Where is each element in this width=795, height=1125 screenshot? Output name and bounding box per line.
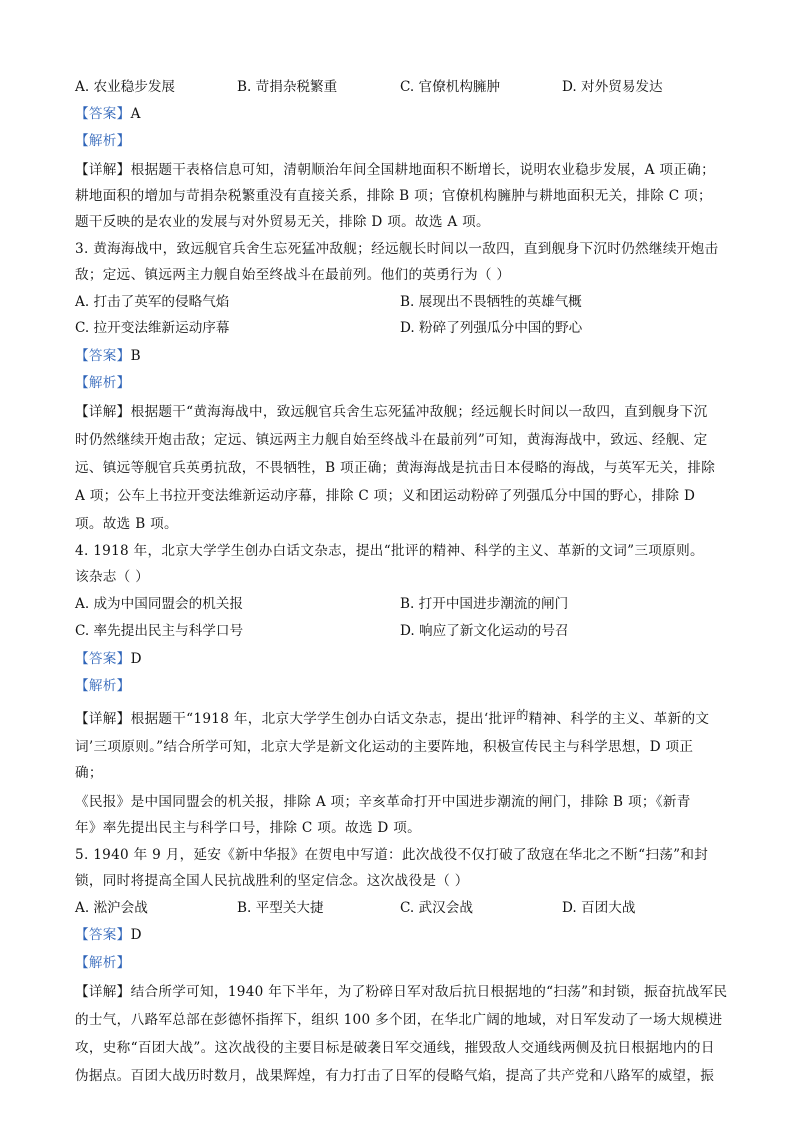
answer-value: B xyxy=(130,348,141,364)
answer-label: 【答案】 xyxy=(75,927,131,943)
answer-label: 【答案】 xyxy=(75,348,131,364)
answer-label: 【答案】 xyxy=(75,106,131,122)
option-b: B. 打开中国进步潮流的闸门 xyxy=(400,596,569,612)
option-d: D. 对外贸易发达 xyxy=(562,79,663,95)
detail-label: 【详解】 xyxy=(75,404,131,420)
analysis-label: 【解析】 xyxy=(75,375,131,391)
analysis-label: 【解析】 xyxy=(75,678,131,694)
option-c: C. 武汉会战 xyxy=(400,900,473,916)
option-b: B. 平型关大捷 xyxy=(237,900,324,916)
option-a: A. 打击了英军的侵略气焰 xyxy=(75,294,230,310)
answer-value: A xyxy=(130,106,141,122)
answer-label: 【答案】 xyxy=(75,651,131,667)
detail-line: 远、镇远等舰官兵英勇抗敌，不畏牺牲，B 项正确；黄海海战是抗击日本侵略的海战，与英军无关，排除 xyxy=(75,460,716,476)
answer-line xyxy=(75,104,141,124)
analysis-label: 【解析】 xyxy=(75,133,131,149)
option-a: A. 淞沪会战 xyxy=(75,900,148,916)
option-d: D. 响应了新文化运动的号召 xyxy=(400,623,569,639)
detail-line: 题干反映的是农业的发展与对外贸易无关，排除 D 项。故选 A 项。 xyxy=(75,214,490,230)
question-stem: 敌；定远、镇远两主力舰自始至终战斗在最前列。他们的英勇行为（ ） xyxy=(75,267,511,283)
detail-line: 【详解】结合所学可知，1940 年下半年，为了粉碎日军对敌后抗日根据地的“扫荡”和封锁，振奋抗战军民 xyxy=(75,984,728,1000)
detail-line: A 项；公车上书拉开变法维新运动序幕，排除 C 项；义和团运动粉碎了列强瓜分中国的野心，排除 D xyxy=(75,488,696,504)
analysis-label: 【解析】 xyxy=(75,955,131,971)
detail-line: 【详解】根据题干表格信息可知，清朝顺治年间全国耕地面积不断增长，说明农业稳步发展，A 项正确； xyxy=(75,162,715,178)
detail-line: 攻，史称“百团大战”。这次战役的主要目标是破袭日军交通线，摧毁敌人交通线两侧及抗日根据地内的日 xyxy=(75,1040,715,1056)
detail-label: 【详解】 xyxy=(75,162,131,178)
detail-label: 【详解】 xyxy=(75,984,131,1000)
option-b: B. 苛捐杂税繁重 xyxy=(237,79,338,95)
option-c: C. 官僚机构臃肿 xyxy=(400,79,501,95)
detail-line: 词’三项原则。”结合所学可知，北京大学是新文化运动的主要阵地，积极宣传民主与科学思想，D 项正 xyxy=(75,739,694,755)
answer-line xyxy=(75,925,142,945)
answer-value: D xyxy=(130,651,142,667)
detail-label: 【详解】 xyxy=(75,711,131,727)
detail-line: 年》率先提出民主与科学口号，排除 C 项。故选 D 项。 xyxy=(75,820,422,836)
option-b: B. 展现出不畏牺牲的英雄气概 xyxy=(400,294,582,310)
question-stem: 5. 1940 年 9 月，延安《新中华报》在贺电中写道：此次战役不仅打破了敌寇在华北之不断“扫荡”和封 xyxy=(75,847,709,863)
detail-line: 【详解】根据题干“黄海海战中，致远舰官兵舍生忘死猛冲敌舰；经远舰长时间以一敌四，直到舰身下沉 xyxy=(75,404,708,420)
option-a: A. 农业稳步发展 xyxy=(75,79,176,95)
question-stem: 4. 1918 年，北京大学学生创办白话文杂志，提出“批评的精神、科学的主义、革新的文词”三项原则。 xyxy=(75,543,704,559)
question-stem: 3. 黄海海战中，致远舰官兵舍生忘死猛冲敌舰；经远舰长时间以一敌四，直到舰身下沉时仍然继续开炮击 xyxy=(75,241,719,257)
answer-value: D xyxy=(130,927,142,943)
option-d: D. 百团大战 xyxy=(562,900,636,916)
detail-line: 伪据点。百团大战历时数月，战果辉煌，有力打击了日军的侵略气焰，提高了共产党和八路军的威望，振 xyxy=(75,1068,715,1084)
detail-line: 【详解】根据题干“1918 年，北京大学学生创办白话文杂志，提出‘批评的精神、科学的主义、革新的文 xyxy=(75,708,710,727)
question-stem: 锁，同时将提高全国人民抗战胜利的坚定信念。这次战役是（ ） xyxy=(75,873,469,889)
option-c: C. 拉开变法维新运动序幕 xyxy=(75,320,230,336)
detail-line: 《民报》是中国同盟会的机关报，排除 A 项；辛亥革命打开中国进步潮流的闸门，排除 B 项；《新青 xyxy=(75,794,691,810)
option-a: A. 成为中国同盟会的机关报 xyxy=(75,596,243,612)
detail-line: 的士气，八路军总部在彭德怀指挥下，组织 100 多个团，在华北广阔的地域，对日军发动了一场大规模进 xyxy=(75,1012,723,1028)
answer-line xyxy=(75,649,142,669)
answer-line xyxy=(75,346,141,366)
option-c: C. 率先提出民主与科学口号 xyxy=(75,623,244,639)
detail-line: 确； xyxy=(75,765,103,781)
detail-line: 项。故选 B 项。 xyxy=(75,516,178,532)
option-d: D. 粉碎了列强瓜分中国的野心 xyxy=(400,320,583,336)
detail-line: 时仍然继续开炮击敌；定远、镇远两主力舰自始至终战斗在最前列”可知，黄海海战中，致远、经舰、定 xyxy=(75,432,708,448)
detail-line: 耕地面积的增加与苛捐杂税繁重没有直接关系，排除 B 项；官僚机构臃肿与耕地面积无关，排除 C 项； xyxy=(75,188,712,204)
question-stem: 该杂志（ ） xyxy=(75,569,150,585)
